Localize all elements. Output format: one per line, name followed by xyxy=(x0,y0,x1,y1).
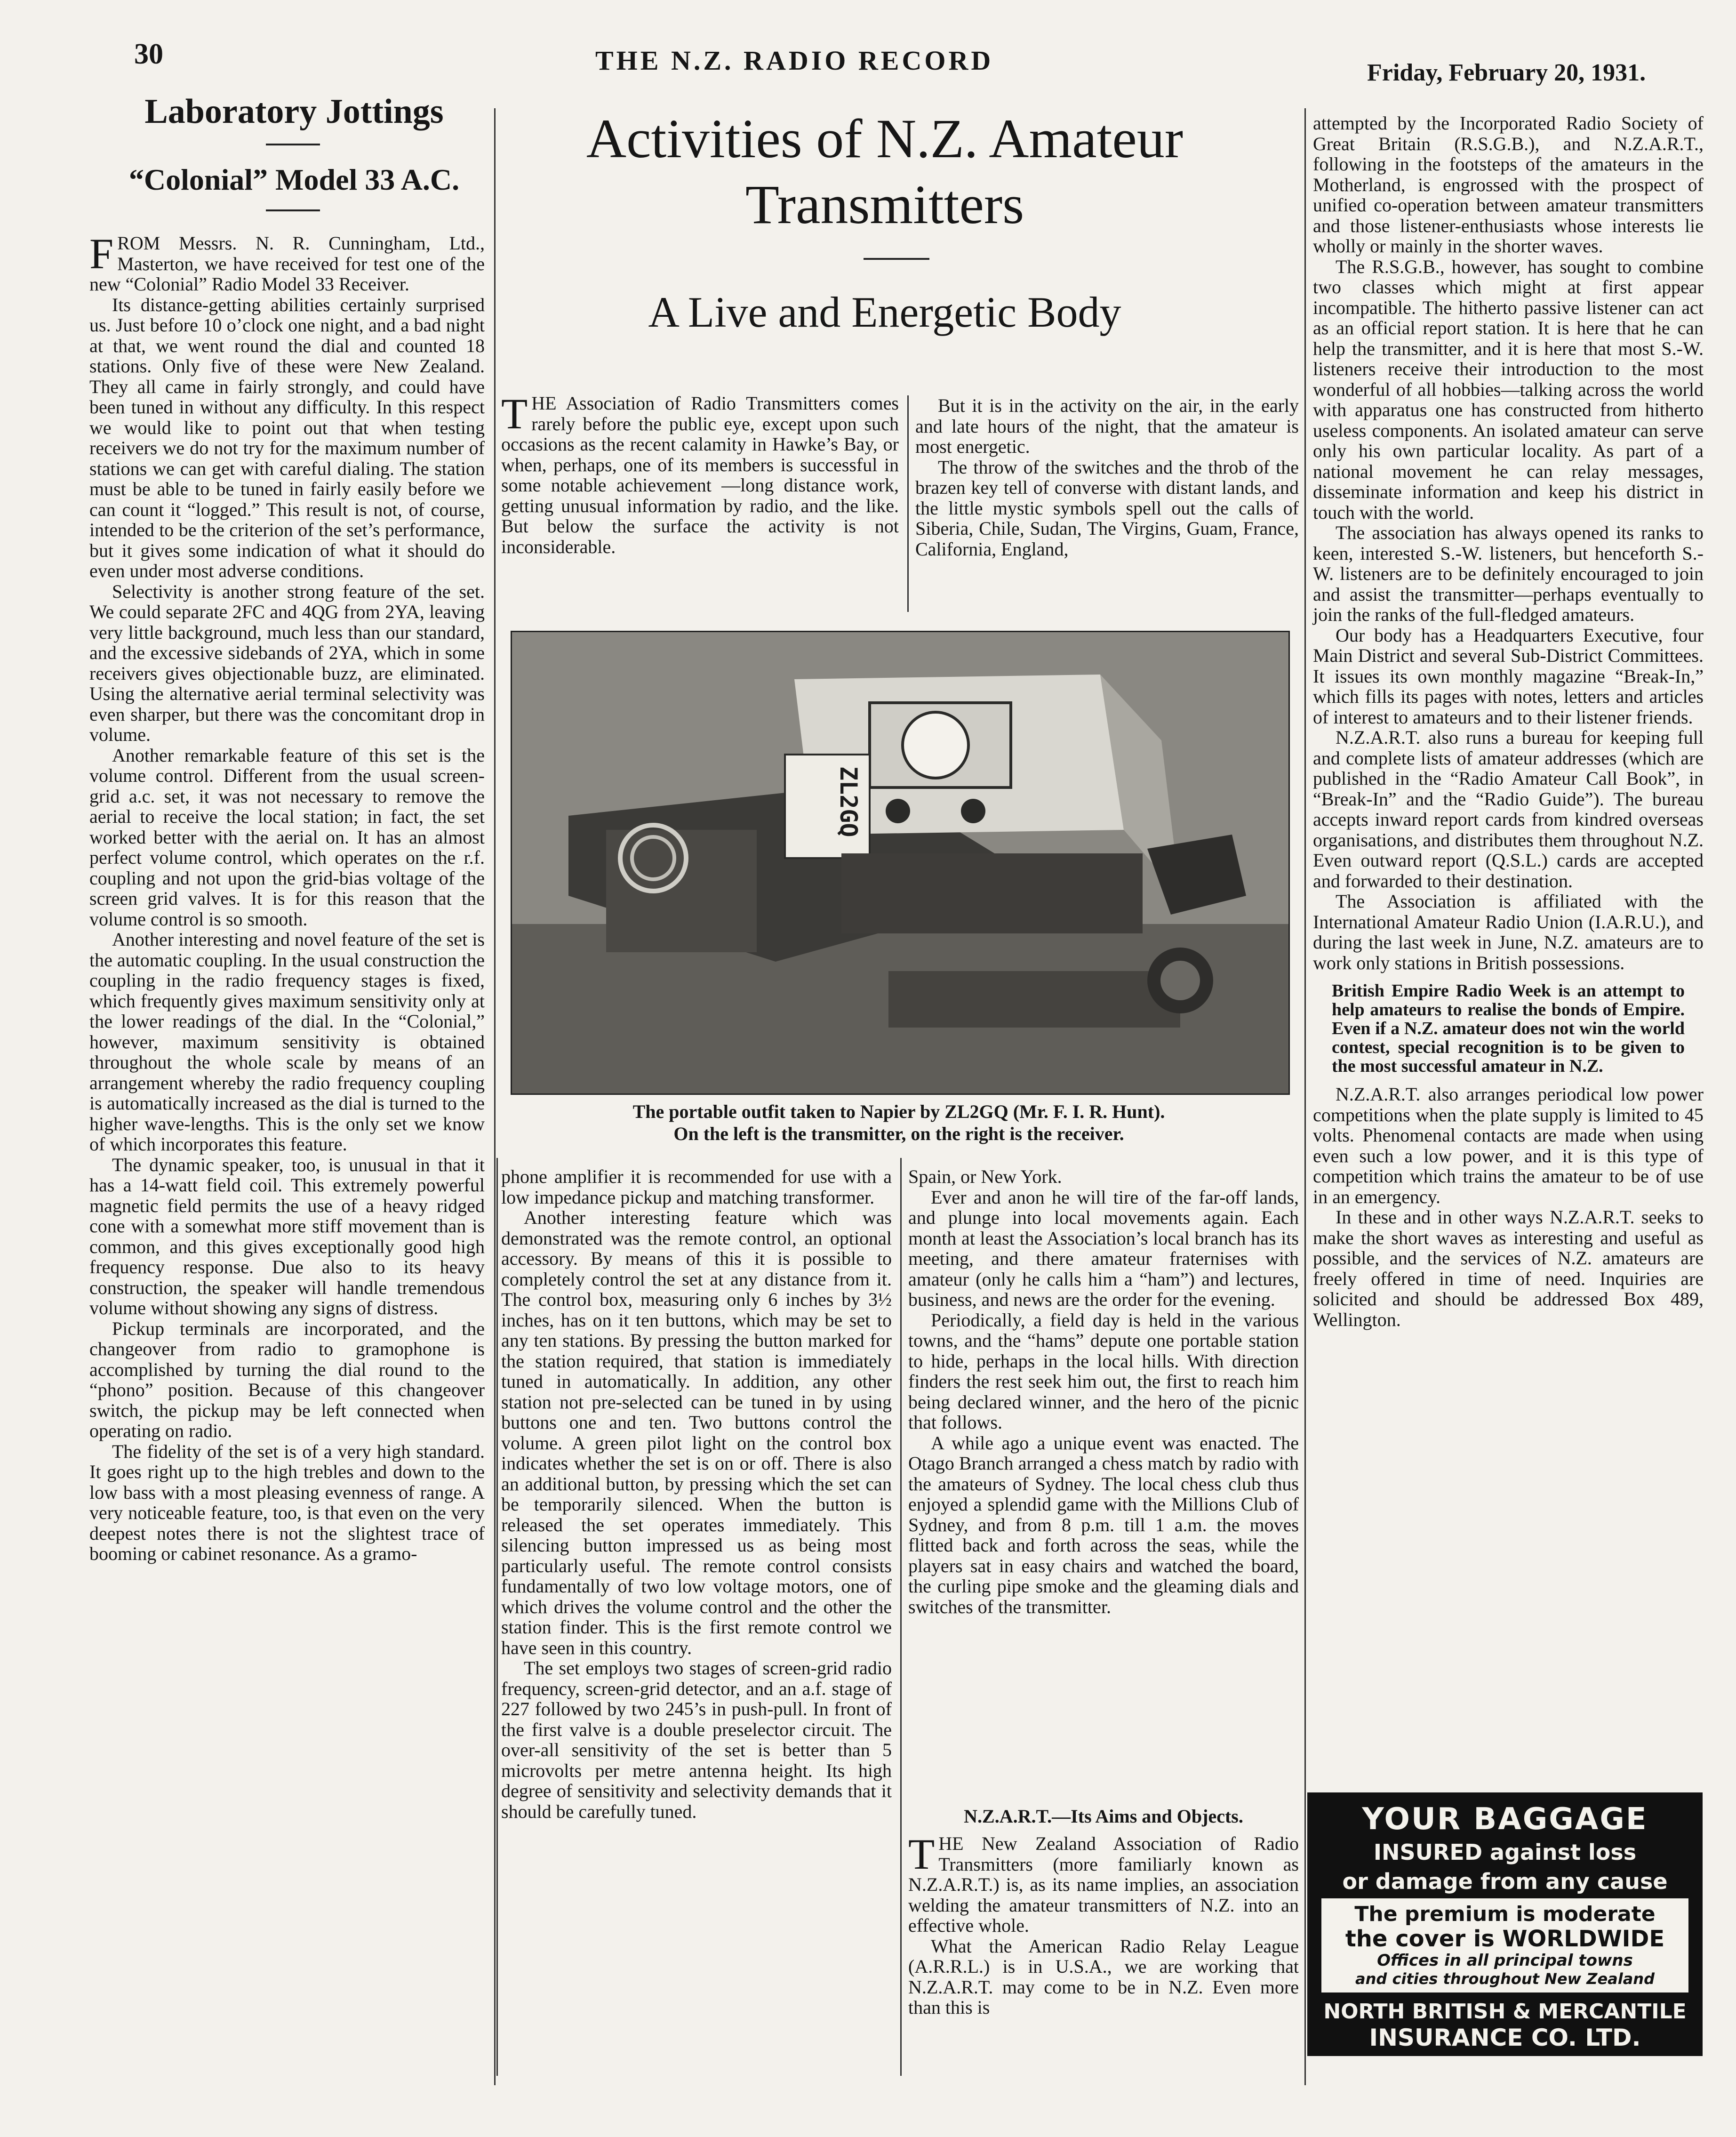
amateur-col3-paragraph-1: Spain, or New York. xyxy=(908,1166,1062,1187)
ad-line-insurance-co: INSURANCE CO. LTD. xyxy=(1369,2024,1641,2051)
amateur-col4-paragraph-6: The Association is affiliated with the International Amateur Radio Union (I.A.R.U.), and during the last week in June, N.Z. amateurs are to work only stations in British possessions. xyxy=(1313,891,1704,973)
empire-week-note: British Empire Radio Week is an attempt to help amateurs to realise the bonds of Empire. Even if a N.Z. amateur does not win the world contest, special recognition is to be given to the most successful amateur in N.Z. xyxy=(1332,981,1685,1076)
issue-date: Friday, February 20, 1931. xyxy=(1367,59,1646,86)
amateur-col3-paragraph-2: Ever and anon he will tire of the far-off lands, and plunge into local movements again. Each month at least the Association’s local branch has its meeting, and there amateur fraternises with amateur (only he calls him a “ham”) and lectures, business, and news are the order for the evening. xyxy=(908,1186,1299,1310)
lab-continuation xyxy=(501,1166,892,1822)
lab-cont-paragraph-2: Another interesting feature which was demonstrated was the remote control, an optional accessory. By means of this it is possible to completely control the set at any distance from it. The control box, measuring only 6 inches by 3½ inches, has on it ten buttons, which may be set to any ten stations. By pressing the button marked for the station required, that station is immediately tuned in automatically. In addition, any other station not pre-selected can be tuned in by using buttons one and ten. Two buttons control the volume. A green pilot light on the control box indicates whether the set is on or off. There is also an additional button, by pressing which the set can be temporarily silenced. When the button is released the set operates immediately. This silencing button impressed us as being most particularly useful. The remote control consists fundamentally of two low voltage motors, one of which drives the volume control and the other the station finder. This is the first remote control we have seen in this country. xyxy=(501,1207,892,1658)
ad-line-baggage: YOUR BAGGAGE xyxy=(1362,1802,1648,1837)
photo-drawing xyxy=(512,632,1288,1093)
amateur-col4-paragraph-8: In these and in other ways N.Z.A.R.T. seeks to make the short waves as interesting and useful as possible, and the services of N.Z. amateurs are freely offered in time of need. Inquiries are solicited and should be addressed Box 489, Wellington. xyxy=(1313,1206,1704,1330)
amateur-col4 xyxy=(1313,113,1704,1330)
lab-first-paragraph xyxy=(89,230,485,295)
lab-cont-paragraph-3: The set employs two stages of screen-grid radio frequency, screen-grid detector, and an a.f. stage of 227 followed by two 245’s in push-pull. In front of the first valve is a double preselector circuit. The over-all sensitivity of the set is better than 5 microvolts per metre antenna height. Its high degree of sensitivity and selectivity demands that it should be carefully tuned. xyxy=(501,1657,892,1822)
lab-paragraph-3: Selectivity is another strong feature of the set. We could separate 2FC and 4QG from 2YA, leaving very little background, much less than our standard, and the excessive sidebands of 2YA, which in some receivers gives objectionable buzz, are eliminated. Using the alternative aerial terminal selectivity was even sharper, but there was the concomitant drop in volume. xyxy=(89,580,485,745)
aims-heading: N.Z.A.R.T.—Its Aims and Objects. xyxy=(964,1806,1243,1827)
amateur-col4-paragraph-4: Our body has a Headquarters Executive, four Main District and several Sub-District Committees. It issues its own monthly magazine “Break-In,” which fills its pages with notes, letters and articles of interest to amateurs and to their listener friends. xyxy=(1313,624,1704,728)
amateur-col4-paragraph-7: N.Z.A.R.T. also arranges periodical low power competitions when the plate supply is limited to 45 volts. Phenomenal contacts are made when using even such a low power, and it is this type of competition which trains the amateur to be of use in an emergency. xyxy=(1313,1084,1704,1207)
amateur-headline: Activities of N.Z. Amateur Transmitters xyxy=(586,108,1184,235)
aims-paragraph-1 xyxy=(908,1830,1299,1936)
lab-paragraph-2: Its distance-getting abilities certainly surprised us. Just before 10 o’clock one night, and a bad night at that, we went round the dial and counted 18 stations. Only five of these were New Zealand. They all came in fairly strongly, and could have been tuned in without any difficulty. In this respect we would like to point out that when testing receivers we do not try for the maximum number of stations we can get with careful dialing. The station must be able to be tuned in fairly easily before we can count it “logged.” This result is not, of course, intended to be the criterion of the set’s performance, but it gives some indication of what it should do even under most adverse conditions. xyxy=(89,294,485,581)
amateur-intro xyxy=(501,390,899,557)
lab-cont-paragraph-1: phone amplifier it is recommended for use with a low impedance pickup and matching transformer. xyxy=(501,1166,892,1208)
lab-paragraph-5: Another interesting and novel feature of the set is the automatic coupling. In the usual construction the coupling in the radio frequency stages is fixed, which frequently gives maximum sensitivity only at the lower readings of the dial. In the “Colonial,” however, maximum sensitivity is obtained throughout the whole scale by means of an arrangement whereby the radio frequency coupling is automatically increased as the dial is turned to the higher wave-lengths. This is the only set we know of which incorporates this feature. xyxy=(89,929,485,1155)
ad-line-offices: Offices in all principal towns xyxy=(1377,1951,1633,1970)
lab-subheading-rule xyxy=(266,209,320,211)
lab-paragraph-8: The fidelity of the set is of a very high standard. It goes right up to the high trebles and down to the low bass with a most pleasing evenness of range. A very noticeable feature, too, is that even on the very deepest notes there is not the slightest trace of booming or cabinet resonance. As a gramo- xyxy=(89,1440,485,1564)
ad-line-insured: INSURED against loss xyxy=(1373,1840,1637,1865)
lab-paragraph-6: The dynamic speaker, too, is unusual in that it has a 14-watt field coil. This extremely powerful magnetic field permits the use of a heavy ridged cone with a somewhat more stiff movement than is common, and this gives exceptionally good high frequency response. Due also to its heavy construction, the speaker will handle tremendous volume without showing any signs of distress. xyxy=(89,1154,485,1318)
ad-line-premium: The premium is moderate xyxy=(1354,1902,1656,1926)
amateur-col4-paragraph-3: The association has always opened its ranks to keen, interested S.-W. listeners, but henceforth S.-W. listeners are to be definitely encouraged to join and assist the transmitter—perhaps eventually to join the ranks of the full-fledged amateurs. xyxy=(1313,522,1704,625)
ad-premium-panel xyxy=(1321,1898,1688,1992)
aims-drop-letter: T xyxy=(908,1830,935,1878)
amateur-col4-paragraph-1: attempted by the Incorporated Radio Society of Great Britain (R.S.G.B.), and N.Z.A.R.T., following in the footsteps of the amateurs in the Motherland, is engrossed with the prospect of unified co-operation between amateur transmitters and those listener-enthusiasts whose interests lie wholly or mainly in the shorter waves. xyxy=(1313,112,1704,257)
column-divider-1 xyxy=(494,108,496,2085)
amateur-col3 xyxy=(908,1166,1299,1617)
amateur-subheadline: A Live and Energetic Body xyxy=(648,288,1121,336)
lab-column xyxy=(89,230,485,1564)
ad-line-worldwide: the cover is WORLDWIDE xyxy=(1345,1926,1665,1952)
amateur-intro2-paragraph-1: But it is in the activity on the air, in the early and late hours of the night, that the amateur is most energetic. xyxy=(915,395,1299,457)
amateur-intro-text: HE Association of Radio Transmitters comes rarely before the public eye, except upon such occasions as the recent calamity in Hawke’s Bay, or when, perhaps, one of its members is successful in some notable achievement —long distance work, getting unusual information by radio, and the like. But below the surface the activity is not inconsiderable. xyxy=(501,393,899,557)
intro-divider xyxy=(907,395,909,612)
lab-paragraph-1: ROM Messrs. N. R. Cunningham, Ltd., Masterton, we have received for test one of the new “Colonial” Radio Model 33 Receiver. xyxy=(89,233,485,295)
photo-caption-1: The portable outfit taken to Napier by ZL2GQ (Mr. F. I. R. Hunt). xyxy=(632,1101,1165,1122)
ad-line-cities: and cities throughout New Zealand xyxy=(1355,1970,1655,1988)
page-number: 30 xyxy=(134,38,163,70)
photo-portable-outfit xyxy=(511,631,1290,1095)
column-divider-2 xyxy=(496,1158,498,2076)
column-divider-3 xyxy=(900,1158,902,2076)
lab-subheading: “Colonial” Model 33 A.C. xyxy=(128,163,460,196)
amateur-col3-paragraph-3: Periodically, a field day is held in the various towns, and the “hams” depute one portable station to hide, perhaps in the local hills. With direction finders the rest seek him out, the first to reach him being declared winner, and the hero of the picnic that follows. xyxy=(908,1309,1299,1433)
photo-callsign: ZL2GQ xyxy=(835,766,862,837)
insurance-advertisement[interactable] xyxy=(1307,1792,1703,2056)
ad-line-damage: or damage from any cause xyxy=(1342,1869,1668,1894)
amateur-intro2-paragraph-2: The throw of the switches and the throb of the brazen key tell of converse with distant lands, and the little mystic symbols spell out the calls of Siberia, Chile, Sudan, The Virgins, Guam, France, California, England, xyxy=(915,456,1299,560)
lab-paragraph-7: Pickup terminals are incorporated, and the changeover from radio to gramophone is accomplished by turning the dial round to the “phono” position. Because of this changeover switch, the pickup may be left connected when operating on radio. xyxy=(89,1318,485,1441)
lab-drop-letter: F xyxy=(89,230,114,278)
aims-paragraph-1-text: HE New Zealand Association of Radio Transmitters (more familiarly known as N.Z.A.R.T.) is, as its name implies, an association welding the amateur transmitters of N.Z. into an effective whole. xyxy=(908,1833,1299,1936)
photo-caption-2: On the left is the transmitter, on the right is the receiver. xyxy=(673,1123,1124,1144)
column-divider-4 xyxy=(1304,108,1306,2085)
lab-heading: Laboratory Jottings xyxy=(144,92,444,131)
ad-line-company: NORTH BRITISH & MERCANTILE xyxy=(1323,2000,1687,2024)
amateur-drop-letter: T xyxy=(501,390,528,438)
amateur-headline-rule xyxy=(864,258,929,260)
aims-paragraph-2: What the American Radio Relay League (A.R.R.L.) is in U.S.A., we are working that N.Z.A.R.T. may come to be in N.Z. Even more than this is xyxy=(908,1935,1299,2018)
amateur-col4-paragraph-5: N.Z.A.R.T. also runs a bureau for keeping full and complete lists of amateur addresses (which are published in the “Radio Amateur Call Book”, in “Break-In” and the “Radio Guide”). The bureau accepts inward report cards from kindred overseas organisations, and distributes them throughout N.Z. Even outward report (Q.S.L.) cards are accepted and forwarded to their destination. xyxy=(1313,727,1704,892)
amateur-col4-paragraph-2: The R.S.G.B., however, has sought to combine two classes which might at first appear incompatible. The hitherto passive listener can act as an official report station. It is here that he can help the transmitter, and it is here that most S.-W. listeners receive their introduction to the most wonderful of all hobbies—talking across the world with apparatus one has constructed from hitherto useless components. An isolated amateur can serve only his own particular locality. As part of a national movement he can relay messages, disseminate information and keep his district in touch with the world. xyxy=(1313,256,1704,523)
amateur-intro-paragraph xyxy=(501,390,899,557)
lab-heading-rule xyxy=(266,144,320,145)
amateur-col3-paragraph-4: A while ago a unique event was enacted. The Otago Branch arranged a chess match by radio with the amateurs of Sydney. The local chess club thus enjoyed a splendid game with the Millions Club of Sydney, and from 8 p.m. till 1 a.m. the moves flitted back and forth across the seas, while the players sat in easy chairs and watched the board, the curling pipe smoke and the gleaming dials and switches of the transmitter. xyxy=(908,1432,1299,1617)
paper-title: THE N.Z. RADIO RECORD xyxy=(595,45,994,76)
lab-paragraph-4: Another remarkable feature of this set is the volume control. Different from the usual screen-grid a.c. set, it was not necessary to remove the aerial to receive the local station; in fact, the set worked better with the aerial on. It has an almost perfect volume control, which operates on the r.f. coupling and not upon the grid-bias voltage of the screen grid valves. It is for this reason that the volume control is so smooth. xyxy=(89,744,485,930)
aims-column xyxy=(908,1830,1299,2018)
amateur-intro-second xyxy=(915,395,1299,559)
